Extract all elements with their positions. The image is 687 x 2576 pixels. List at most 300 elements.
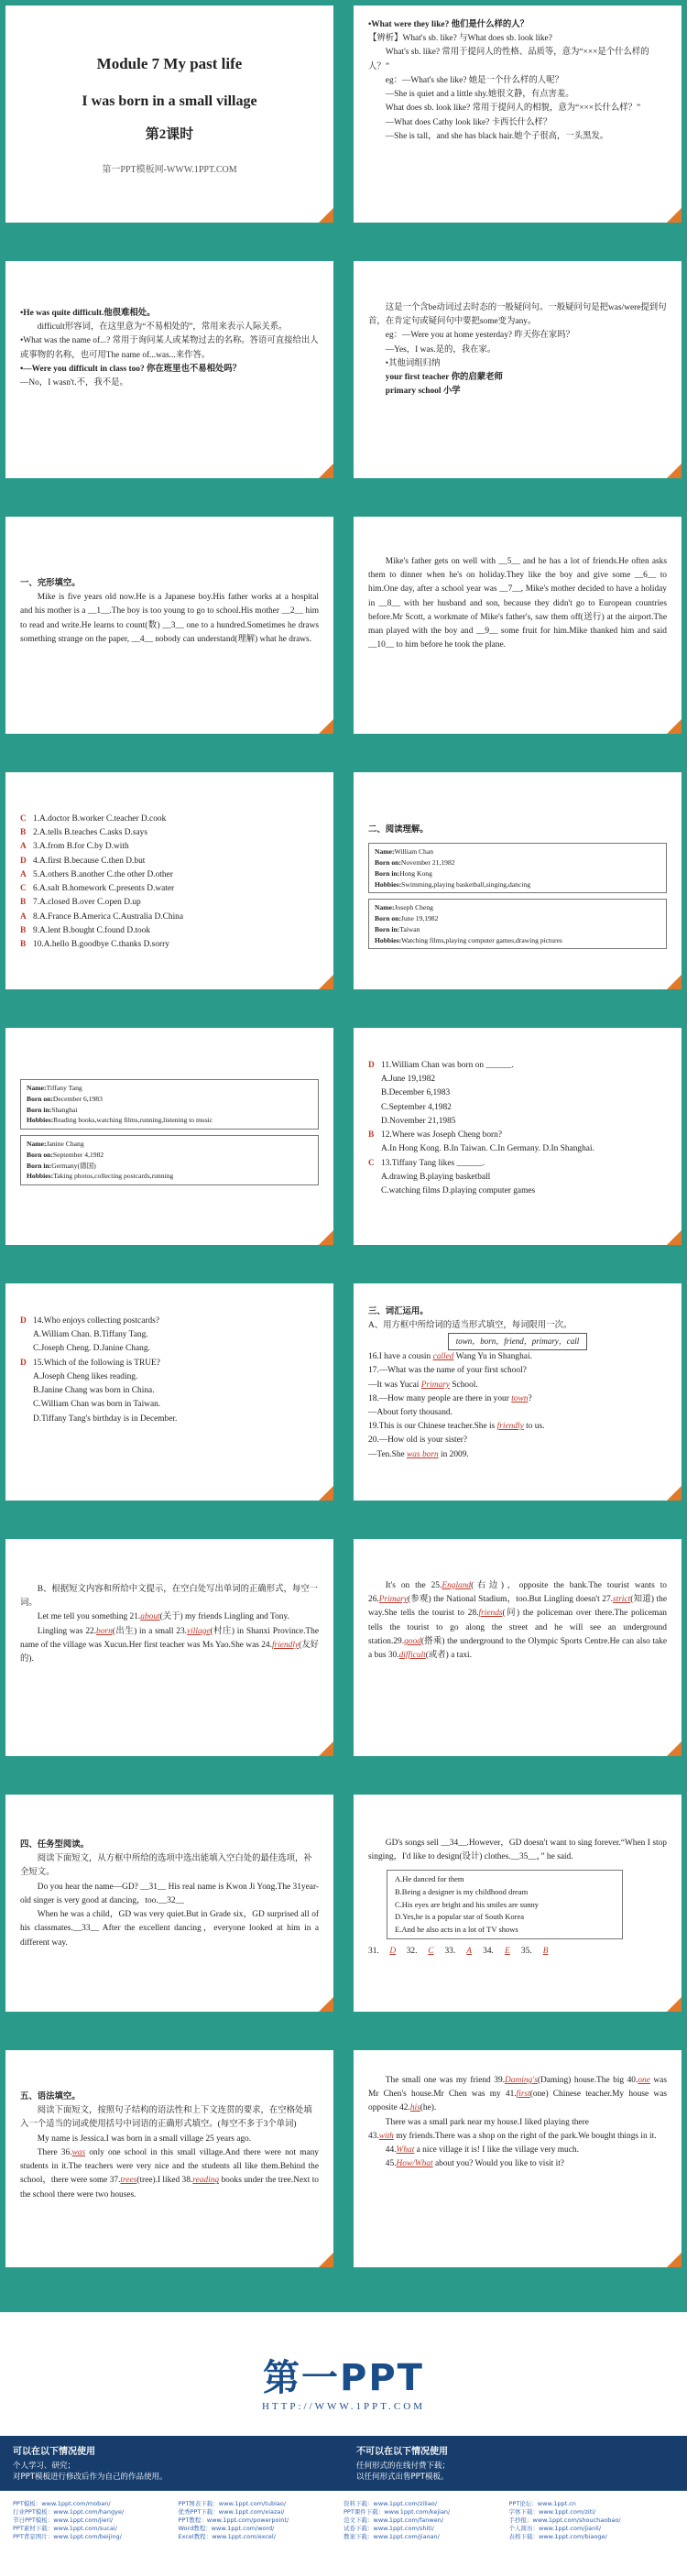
item-text: 12.Where was Joseph Cheng born? (381, 1130, 502, 1141)
option-item: B.Being a designer is my childhood dream (395, 1887, 529, 1897)
corner-decoration (667, 975, 682, 989)
list-item (20, 924, 319, 938)
passage-text: There 36. (37, 2147, 72, 2157)
passage-text: 43. (368, 2131, 379, 2141)
directory-link[interactable]: 资料下载：www.1ppt.com/ziliao/ (344, 2500, 437, 2507)
answer-24: friendly (271, 1640, 300, 1650)
option-item: E.And he also acts in a lot of TV shows (395, 1924, 518, 1934)
card-row (375, 924, 660, 935)
directory-link[interactable]: 行业PPT模板：www.1ppt.com/hangye/ (13, 2508, 125, 2516)
card-key: Born on: (27, 1094, 53, 1103)
answer-key: B (20, 940, 27, 950)
item-text: C.William Chan was born in Taiwan. (33, 1400, 161, 1410)
corner-decoration (319, 719, 333, 734)
directory-link[interactable]: PPT素材下载：www.1ppt.com/sucai/ (13, 2525, 117, 2533)
answer-18: town (511, 1393, 529, 1403)
item-text: A.Joseph Cheng likes reading. (33, 1371, 138, 1381)
slide-reading-cards-1 (354, 772, 682, 989)
card-row (27, 1139, 312, 1150)
card-row (375, 879, 660, 890)
corner-decoration (319, 1997, 333, 2012)
item-text: 8.A.France B.America C.Australia D.China (33, 911, 184, 922)
card-row (27, 1083, 312, 1094)
section-heading: 四、任务型阅读。 (20, 1840, 90, 1850)
passage-text: (搭乘) the underground to the Olympic Sports Centre.He can also take a bus 30. (368, 1636, 667, 1661)
q17-text: 17.—What was the name of your first school? (368, 1366, 527, 1376)
card-row (27, 1150, 312, 1161)
card-value: Shanghai (51, 1105, 78, 1114)
directory-link[interactable]: 字体下载：www.1ppt.com/ziti/ (508, 2508, 596, 2516)
directory-link[interactable]: PPT模板：www.1ppt.com/moban/ (13, 2500, 111, 2507)
card-value: Watching films,playing computer games,drawing pictures (401, 935, 562, 944)
slide-reading-cards-2 (5, 1028, 333, 1245)
passage-text: (出生) in a small 23. (112, 1626, 187, 1636)
list-item (20, 938, 319, 952)
card-row (27, 1171, 312, 1182)
q18-text: —About forty thousand. (368, 1407, 453, 1417)
link-column (13, 2500, 179, 2541)
item-text: D.Tiffany Tang's birthday is in December. (33, 1414, 178, 1424)
item-text: B.December 6,1983 (381, 1088, 451, 1098)
item-text: 14.Who enjoys collecting postcards? (33, 1316, 159, 1326)
answer-45: How/What (396, 2159, 433, 2169)
answer-27: strict (613, 1595, 631, 1605)
line: What does sb. look like? 常用于提问人的相貌，意为“×××长什么样？” (385, 104, 641, 114)
card-value: Germany(德国) (51, 1161, 96, 1170)
answer-29: good (404, 1636, 421, 1646)
q18-text: ? (528, 1393, 532, 1403)
corner-decoration (319, 464, 333, 478)
answer-17: Primary (420, 1380, 450, 1390)
passage: Do you hear the name—GD? __31__ His real name is Kwon Ji Yong.The 31year-old singer is very good at dancing，too.__32__ (20, 1882, 319, 1905)
line: •其他词组归纳 (385, 358, 441, 368)
slide-what-like (354, 5, 682, 223)
passage-text: my friends.There was a shop on the right of the park.We bought things in it. (393, 2131, 657, 2141)
lesson-title: I was born in a small village (82, 93, 257, 109)
directory-link[interactable]: 范文下载：www.1ppt.com/fanwen/ (344, 2516, 444, 2525)
list-item (20, 896, 319, 910)
link-directory (0, 2491, 687, 2550)
passage-text: (tree).I liked 38. (136, 2176, 193, 2186)
q17-text: —It was Yucai (368, 1380, 421, 1390)
answer-number: 32. (406, 1947, 418, 1957)
line: —Yes，I was.是的，我在家。 (385, 344, 496, 355)
q19-text: 19.This is our Chinese teacher.She is (368, 1422, 497, 1432)
card-row (375, 913, 660, 924)
card-value: November 21,1982 (400, 858, 455, 867)
passage-text: 45. (385, 2159, 397, 2169)
card-row (27, 1115, 312, 1126)
card-value: Taiwan (399, 924, 420, 933)
card-row (375, 935, 660, 946)
q18-text: 18.—How many people are there in your (368, 1393, 512, 1403)
answer-key: D (368, 1061, 375, 1070)
answer-41: first (516, 2090, 530, 2100)
card-key: Born in: (27, 1105, 52, 1114)
link-column (509, 2500, 675, 2541)
passage-text: Lingling was 22. (37, 1626, 97, 1636)
card-value: Tiffany Tang (46, 1084, 82, 1092)
passage: GD's songs sell __34__.However，GD doesn't want to sing forever.“When I stop singing，I'd like to design(设计) clothes.__35__，” he said. (368, 1839, 667, 1862)
slide-grammar-2 (354, 2050, 682, 2267)
passage: Mike is five years old now.He is a Japanese boy.His father works at a hospital and his mother is a __1__.The boy is too young to go to school.His mother __2__ him to read and write.He learns to count(数) __3__ one to a hundred.Sometimes he draws something strange on the paper, __4__ nobody can understand(理解) what he draws. (20, 593, 319, 644)
line: —She is quiet and a little shy.她很文静，有点害羞。 (385, 90, 574, 100)
corner-decoration (319, 2253, 333, 2267)
list-item (368, 1142, 667, 1156)
brand-logo: 第一PPT (263, 2357, 424, 2399)
passage-text: only one school in this small village.And there were not many students in it.The teachers were very nice and the students all like them.Behind the school，there were some 37. (20, 2147, 319, 2186)
answer-letter: D (389, 1947, 397, 1957)
template-ad-panel (0, 2312, 687, 2576)
answer-row (368, 1945, 667, 1959)
item-text: 4.A.first B.because C.then D.but (33, 856, 146, 866)
passage-text: (问) the policeman over there.The policeman tells the tourist to go along the street and he will see an underground station.29. (368, 1609, 667, 1646)
answer-key: D (20, 1358, 27, 1368)
answer-key: A (20, 869, 27, 879)
answer-key: B (20, 898, 27, 908)
slide-grammar-1 (5, 2050, 333, 2267)
list-item (20, 826, 319, 840)
forbidden-title: 不可以在以下情况使用 (356, 2447, 448, 2457)
passage-text: (或者) a taxi. (425, 1651, 473, 1661)
instruction: A、用方框中所给词的适当形式填空，每词限用一次。 (368, 1321, 572, 1331)
item-text: A.June 19,1982 (381, 1075, 436, 1085)
line: —No，I wasn't.不，我不是。 (20, 378, 128, 388)
list-item (20, 911, 319, 924)
corner-decoration (319, 1230, 333, 1245)
passage-text: Let me tell you something 21. (37, 1612, 141, 1622)
passage-text: (参观) the National Stadium，too.But Lingling doesn't 27. (407, 1595, 613, 1605)
option-item: C.His eyes are bright and his smiles are sunny (395, 1899, 539, 1909)
item-text: 5.A.others B.another C.the other D.other (33, 869, 173, 879)
item-text: 11.William Chan was born on ______. (381, 1061, 514, 1070)
instruction: 阅读下面短文，从方框中所给的选项中选出能填入空白处的最佳选项，补全短文。 (20, 1854, 312, 1878)
corner-decoration (319, 1741, 333, 1756)
item-text: C.watching films D.playing computer games (381, 1186, 536, 1196)
profile-card (20, 1135, 319, 1185)
answer-22: born (96, 1626, 113, 1636)
list-item (20, 1357, 319, 1370)
corner-decoration (667, 1741, 682, 1756)
directory-link[interactable]: PPT课件下载：www.1ppt.com/kejian/ (344, 2508, 451, 2516)
answer-20: was born (407, 1449, 439, 1459)
passage: When he was a child，GD was very quiet.But in Grade six，GD surprised all of his classmates.__33__ After the excellent dancing，everyone looked at him in a different way. (20, 1910, 319, 1948)
answer-26: Primary (378, 1595, 408, 1605)
line: your first teacher 你的启蒙老师 (385, 373, 503, 383)
line: difficult形容词，在这里意为“不易相处的”，常用来表示人际关系。 (37, 322, 288, 333)
forbidden-line: 以任何形式出售PPT模板。 (356, 2472, 449, 2482)
line: primary school 小学 (385, 387, 461, 397)
list-item (368, 1073, 667, 1086)
passage-text: It's on the 25. (385, 1581, 442, 1590)
answer-letter: C (428, 1947, 434, 1957)
answer-key: C (368, 1158, 375, 1168)
item-text: 10.A.hello B.goodbye C.thanks D.sorry (33, 940, 169, 950)
list-item (20, 1315, 319, 1328)
passage-text: a nice village it is! I like the village very much. (414, 2145, 579, 2156)
answer-letter: E (505, 1947, 510, 1957)
line: 这是一个含be动词过去时态的一般疑问句。一般疑问句是把was/were提到句首，在肯定句或疑问句中要把some变为any。 (368, 303, 667, 327)
card-value: Swimming,playing basketball,singing,dancing (401, 879, 531, 889)
directory-link[interactable]: 节日PPT模板：www.1ppt.com/jieri/ (13, 2516, 114, 2525)
line: •What were they like? 他们是什么样的人？ (368, 20, 529, 29)
line: •—Were you difficult in class too? 你在班里也不易相处吗？ (20, 364, 242, 374)
allowed-title: 可以在以下情况使用 (13, 2447, 95, 2457)
line: 【辨析】What's sb. like? 与What does sb. look like? (368, 34, 552, 44)
slide-vocab-a (354, 1283, 682, 1501)
card-value: Hong Kong (399, 868, 432, 878)
q20-text: in 2009. (438, 1449, 469, 1459)
card-value: September 4,1982 (52, 1150, 104, 1159)
answer-letter: A (466, 1947, 473, 1957)
slide-cloze-options (5, 772, 333, 989)
allowed-line: 对PPT模板进行修改后作为自己的作品使用。 (13, 2472, 168, 2482)
card-value: Taking photos,collecting postcards,running (53, 1172, 174, 1181)
item-text: 1.A.doctor B.worker C.teacher D.cook (33, 814, 167, 824)
profile-card (368, 899, 667, 949)
card-key: Born in: (27, 1161, 52, 1170)
line: •What was the name of...? 常用于询问某人或某物过去的名称。答语可直接给出人或事物的名称，也可用The name of...was...来作答。 (20, 336, 319, 360)
slide-vocab-b-1 (5, 1539, 333, 1756)
card-key: Name: (375, 903, 395, 912)
card-key: Name: (375, 847, 395, 857)
list-item (20, 882, 319, 896)
forbidden-line: 任何形式的在线付费下载； (356, 2461, 451, 2471)
list-item (20, 868, 319, 882)
question-list (368, 1059, 667, 1198)
q20-text: —Ten.She (368, 1449, 408, 1459)
line: eg：—What's she like? 她是一个什么样的人呢？ (385, 75, 563, 85)
instruction: B、根据短文内容和所给中文提示，在空白处写出单词的正确形式，每空一词。 (20, 1585, 319, 1609)
option-item: D.Yes,he is a popular star of South Korea (395, 1912, 525, 1922)
item-text: C.Joseph Cheng. D.Janine Chang. (33, 1344, 150, 1354)
card-value: Reading books,watching films,running,listening to music (53, 1116, 213, 1125)
answer-30: difficult (398, 1651, 426, 1661)
q16-text: Wang Yu in Shanghai. (453, 1352, 532, 1362)
passage: Mike's father gets on well with __5__ and he has a lot of friends.He often asks them to dinner when he's on holiday.They like the boy and give some __6__ to him.One day, after a school year was __7__, Mike's mother decided to have a holiday in __8__ with her husband and son, because they didn't go to European countries before.Mr Scott, a workmate of Mike's father's, saw them off(送行) at the airport.The man played with the boy and __9__ some fruit for him.Mike thanked him and said __10__ to him before he took the plane. (368, 557, 667, 650)
corner-decoration (319, 208, 333, 223)
item-text: C.September 4,1982 (381, 1102, 452, 1112)
passage-text: 44. (385, 2145, 397, 2156)
corner-decoration (667, 1230, 682, 1245)
brand-url[interactable]: HTTP://WWW.1PPT.COM (261, 2401, 425, 2412)
list-item (368, 1101, 667, 1115)
list-item (20, 855, 319, 868)
card-row (375, 846, 660, 857)
card-key: Born on: (375, 858, 401, 867)
answer-number: 31. (368, 1947, 379, 1957)
passage-text: (村庄) in Shanxi Province.The name of the village was Xucun.Her first teacher was Ms Yao.She was 24. (20, 1626, 320, 1650)
slide-task-reading-1 (5, 1795, 333, 2012)
answer-key: B (368, 1130, 375, 1141)
card-key: Name: (27, 1084, 47, 1092)
q17-text: School. (449, 1380, 478, 1390)
item-text: 7.A.closed B.over C.open D.up (33, 898, 141, 908)
passage-text: (Daming) house.The big 40. (537, 2076, 638, 2085)
link-column (344, 2500, 509, 2541)
answer-key: A (20, 842, 27, 852)
slide-difficult (5, 261, 333, 478)
answer-44: What (396, 2145, 415, 2156)
answer-key: B (20, 925, 27, 935)
card-key: Born on: (27, 1150, 53, 1159)
usage-band (0, 2436, 687, 2491)
corner-decoration (667, 464, 682, 478)
directory-link[interactable]: PPT教程：www.1ppt.com/powerpoint/ (178, 2516, 289, 2525)
list-item (368, 1059, 667, 1073)
card-row (27, 1105, 312, 1116)
list-item (20, 1342, 319, 1356)
passage-text: (知道) the way.She tells the tourist to 28. (368, 1595, 668, 1619)
directory-link[interactable]: 优秀PPT下载：www.1ppt.com/xiazai/ (178, 2508, 285, 2516)
list-item (368, 1115, 667, 1129)
profile-card (20, 1079, 319, 1130)
answer-key: C (20, 814, 27, 824)
section-heading: 二、阅读理解。 (368, 825, 429, 835)
corner-decoration (667, 208, 682, 223)
card-row (27, 1094, 312, 1105)
options-list (20, 813, 319, 952)
answer-key: A (20, 911, 27, 922)
slide-was-were (354, 261, 682, 478)
card-key: Hobbies: (27, 1172, 54, 1181)
item-text: 9.A.lent B.bought C.found D.took (33, 925, 151, 935)
item-text: 3.A.from B.for C.by D.with (33, 842, 129, 852)
answer-23: village (187, 1626, 211, 1636)
directory-link[interactable]: 教案下载：www.1ppt.com/jiaoan/ (344, 2533, 440, 2541)
passage-text: (右边)，opposite the bank.The tourist wants to 26. (368, 1581, 667, 1605)
passage: There was a small park near my house.I liked playing there (385, 2117, 589, 2127)
answer-19: friendly (496, 1422, 524, 1432)
card-key: Hobbies: (27, 1116, 54, 1125)
directory-link[interactable]: 手抄报：www.1ppt.com/shouchaobao/ (508, 2516, 621, 2525)
corner-decoration (319, 1486, 333, 1501)
item-text: 2.A.tells B.teaches C.asks D.says (33, 828, 147, 838)
corner-decoration (319, 975, 333, 989)
section-heading: 一、完形填空。 (20, 579, 81, 588)
allowed-usage (0, 2436, 344, 2491)
slide-reading-questions-2 (5, 1283, 333, 1501)
instruction: 阅读下面短文，按照句子结构的语法性和上下文连贯的要求，在空格处填入一个适当的词或使用括号中词语的正确形式填空。(每空不多于3个单词) (20, 2106, 312, 2130)
directory-link[interactable]: Word教程：www.1ppt.com/word/ (178, 2525, 275, 2533)
answer-letter: B (542, 1947, 549, 1957)
answer-21: about (140, 1612, 160, 1622)
answer-number: 33. (444, 1947, 456, 1957)
answer-42: his (409, 2103, 420, 2113)
list-item (368, 1157, 667, 1171)
answer-number: 35. (520, 1947, 532, 1957)
list-item (20, 1370, 319, 1384)
passage-text: (one) Chinese teacher.My house was opposite 42. (368, 2090, 668, 2113)
card-key: Born in: (375, 868, 400, 878)
line: •He was quite difficult.他很难相处。 (20, 309, 156, 318)
section-heading: 五、语法填空。 (20, 2092, 81, 2101)
directory-link[interactable]: PPT图表下载：www.1ppt.com/tubiao/ (178, 2500, 287, 2507)
item-text: 15.Which of the following is TRUE? (33, 1358, 160, 1368)
slide-cloze-2 (354, 517, 682, 734)
corner-decoration (667, 1486, 682, 1501)
list-item (20, 813, 319, 826)
item-text: A.drawing B.playing basketball (381, 1172, 491, 1182)
card-key: Born in: (375, 924, 400, 933)
slide-reading-questions-1 (354, 1028, 682, 1245)
card-value: Janine Chang (46, 1140, 84, 1149)
period-label: 第2课时 (145, 127, 194, 143)
line: —What does Cathy look like? 卡西长什么样？ (385, 117, 552, 127)
answer-36: was (71, 2147, 86, 2157)
list-item (20, 1398, 319, 1412)
item-text: A.In Hong Kong. B.In Taiwan. C.In Germany. D.In Shanghai. (381, 1144, 594, 1154)
slide-cloze-1 (5, 517, 333, 734)
question-list (20, 1315, 319, 1426)
directory-link[interactable]: 试卷下载：www.1ppt.com/shiti/ (344, 2525, 434, 2533)
card-key: Hobbies: (375, 879, 402, 889)
directory-link[interactable]: PPT背景图片：www.1ppt.com/beijing/ (13, 2533, 122, 2541)
q16-text: 16.I have a cousin (368, 1352, 433, 1362)
answer-16: called (432, 1352, 454, 1362)
card-value: June 19,1982 (400, 914, 439, 923)
corner-decoration (667, 719, 682, 734)
list-item (20, 1384, 319, 1398)
answer-key: D (20, 1316, 27, 1326)
answer-39: Daming's (504, 2076, 538, 2085)
answer-key: B (20, 828, 27, 838)
answer-38: reading (192, 2176, 220, 2186)
slide-vocab-b-2 (354, 1539, 682, 1756)
corner-decoration (667, 2253, 682, 2267)
passage-text: was Mr Chen's house.Mr Chen was my 41. (368, 2076, 667, 2100)
directory-link[interactable]: 表格下载：www.1ppt.com/biaoge/ (508, 2533, 607, 2541)
passage: My name is Jessica.I was born in a small village 25 years ago. (37, 2134, 252, 2144)
line: —She is tall，and she has black hair.她个子很高，一头黑发。 (385, 131, 609, 141)
card-row (27, 1161, 312, 1172)
allowed-line: 个人学习、研究； (13, 2461, 76, 2471)
answer-37: trees (120, 2176, 137, 2186)
passage-text: (关于) my friends Lingling and Tony. (159, 1612, 289, 1622)
item-text: 6.A.salt B.homework C.presents D.water (33, 884, 175, 894)
q19-text: to us. (523, 1422, 545, 1432)
directory-link[interactable]: PPT论坛：www.1ppt.cn (508, 2500, 576, 2507)
passage-text: about you? Would you like to visit it? (432, 2159, 564, 2169)
answer-number: 34. (483, 1947, 494, 1957)
forbidden-usage (344, 2436, 687, 2491)
directory-link[interactable]: Excel教程：www.1ppt.com/excel/ (178, 2533, 276, 2541)
card-value: Joseph Cheng (394, 903, 433, 912)
card-value: William Chan (394, 847, 434, 857)
list-item (368, 1171, 667, 1184)
list-item (20, 840, 319, 854)
card-row (375, 857, 660, 868)
card-key: Born on: (375, 914, 401, 923)
card-key: Name: (27, 1140, 47, 1149)
card-row (375, 902, 660, 913)
directory-link[interactable]: 个人简历：www.1ppt.com/jianli/ (508, 2525, 602, 2533)
word-box: town，born，friend，primary，call (448, 1333, 588, 1350)
answer-43: with (378, 2131, 394, 2141)
answer-25: England (442, 1581, 472, 1590)
slide-title (5, 5, 333, 223)
answer-40: one (638, 2076, 650, 2085)
card-row (375, 868, 660, 879)
module-title: Module 7 My past life (96, 55, 243, 72)
slide-task-reading-2 (354, 1795, 682, 2012)
source-label: 第一PPT模板网-WWW.1PPT.COM (102, 164, 237, 175)
answer-key: D (20, 856, 27, 866)
section-heading: 三、词汇运用。 (368, 1307, 429, 1316)
item-text: 13.Tiffany Tang likes ______. (381, 1158, 485, 1168)
card-value: December 6,1983 (52, 1094, 103, 1103)
option-item: A.He danced for them (395, 1874, 464, 1884)
